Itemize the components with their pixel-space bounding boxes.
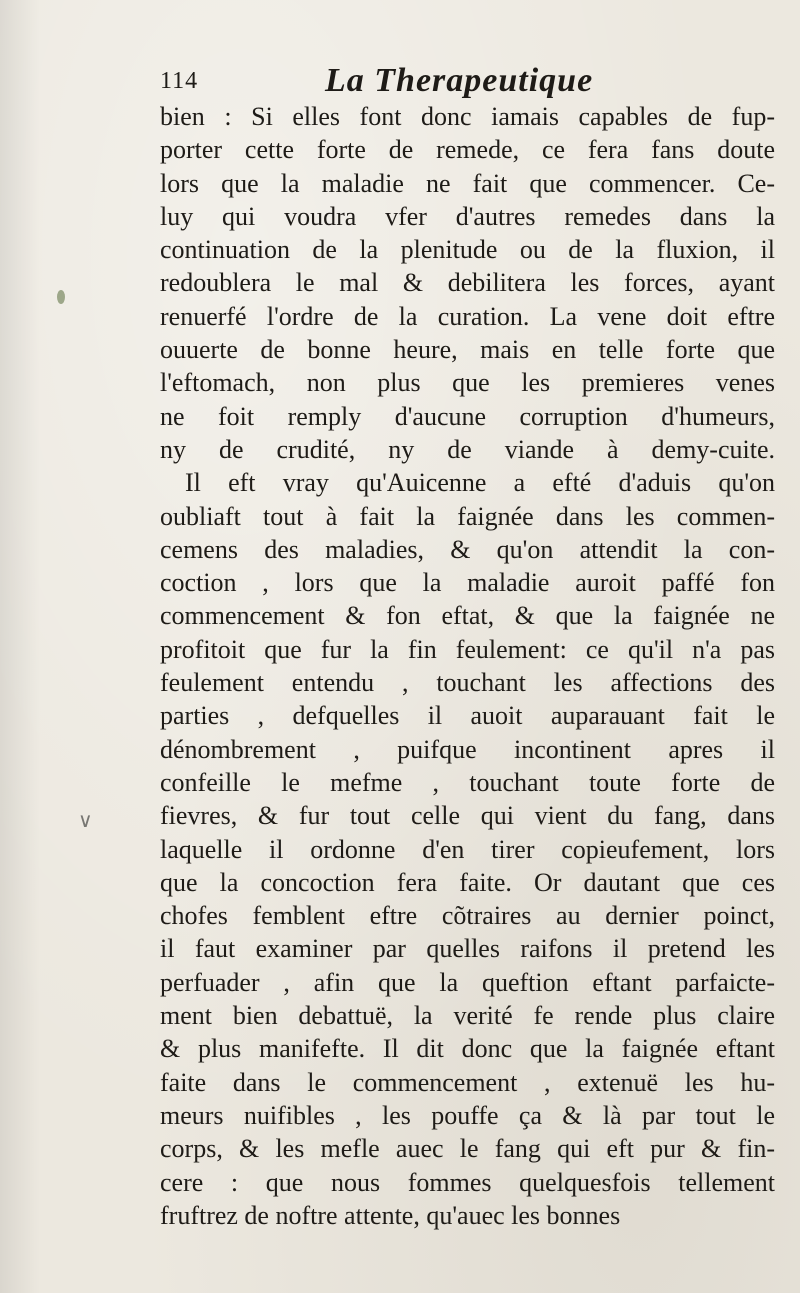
text-line: ny de crudité, ny de viande à demy-cuite. [160,434,775,464]
page-edge-shadow [0,0,40,1293]
text-line: cere : que nous fommes quelquesfois tellement [160,1167,775,1197]
text-line: profitoit que fur la fin feulement: ce qu'il n'a pas [160,634,775,664]
text-line: continuation de la plenitude ou de la fluxion, il [160,235,775,265]
text-line: que la concoction fera faite. Or dautant que ces [160,867,775,897]
ink-spot [57,290,65,304]
body-text [160,100,775,1232]
text-line: laquelle il ordonne d'en tirer copieufement, lors [160,834,775,864]
margin-mark: ∨ [78,810,93,832]
running-title: La Therapeutique [325,62,594,99]
text-line: luy qui voudra vfer d'autres remedes dans la [160,201,775,231]
text-line: renuerfé l'ordre de la curation. La vene doit eftre [160,301,775,331]
text-line: commencement & fon eftat, & que la faignée ne [160,601,775,631]
text-line: redoublera le mal & debilitera les forces, ayant [160,268,775,298]
text-line: meurs nuifibles , les pouffe ça & là par tout le [160,1100,775,1130]
text-line: bien : Si elles font donc iamais capables de fup- [160,102,775,131]
text-line: & plus manifefte. Il dit donc que la faignée eftant [160,1034,775,1064]
page-header [160,62,760,102]
text-line: l'eftomach, non plus que les premieres venes [160,368,775,398]
text-line: oubliaft tout à fait la faignée dans les commen- [160,501,775,531]
text-line: fievres, & fur tout celle qui vient du fang, dans [160,801,775,831]
text-line: Il eft vray qu'Auicenne a efté d'aduis qu'on [185,468,775,498]
text-line: lors que la maladie ne fait que commencer. Ce- [160,168,775,198]
text-line: chofes femblent eftre cõtraires au dernier poinct, [160,901,775,931]
text-line: faite dans le commencement , extenuë les hu- [160,1067,775,1097]
text-line: cemens des maladies, & qu'on attendit la con- [160,534,775,564]
text-line: coction , lors que la maladie auroit paffé fon [160,568,775,598]
text-line: ne foit remply d'aucune corruption d'humeurs, [160,401,775,431]
text-line: ment bien debattuë, la verité fe rende plus claire [160,1001,775,1031]
text-line: porter cette forte de remede, ce fera fans doute [160,135,775,165]
text-line: fruftrez de noftre attente, qu'auec les bonnes [160,1200,621,1230]
text-line: perfuader , afin que la queftion eftant parfaicte- [160,967,775,997]
text-line: dénombrement , puifque incontinent apres il [160,734,775,764]
text-line: parties , defquelles il auoit auparauant fait le [160,701,775,731]
text-line: ouuerte de bonne heure, mais en telle forte que [160,335,775,365]
text-line: confeille le mefme , touchant toute forte de [160,767,775,797]
text-line: feulement entendu , touchant les affections des [160,668,775,698]
text-line: corps, & les mefle auec le fang qui eft pur & fin- [160,1134,775,1164]
page-number: 114 [160,68,199,94]
text-line: il faut examiner par quelles raifons il pretend les [160,934,775,964]
